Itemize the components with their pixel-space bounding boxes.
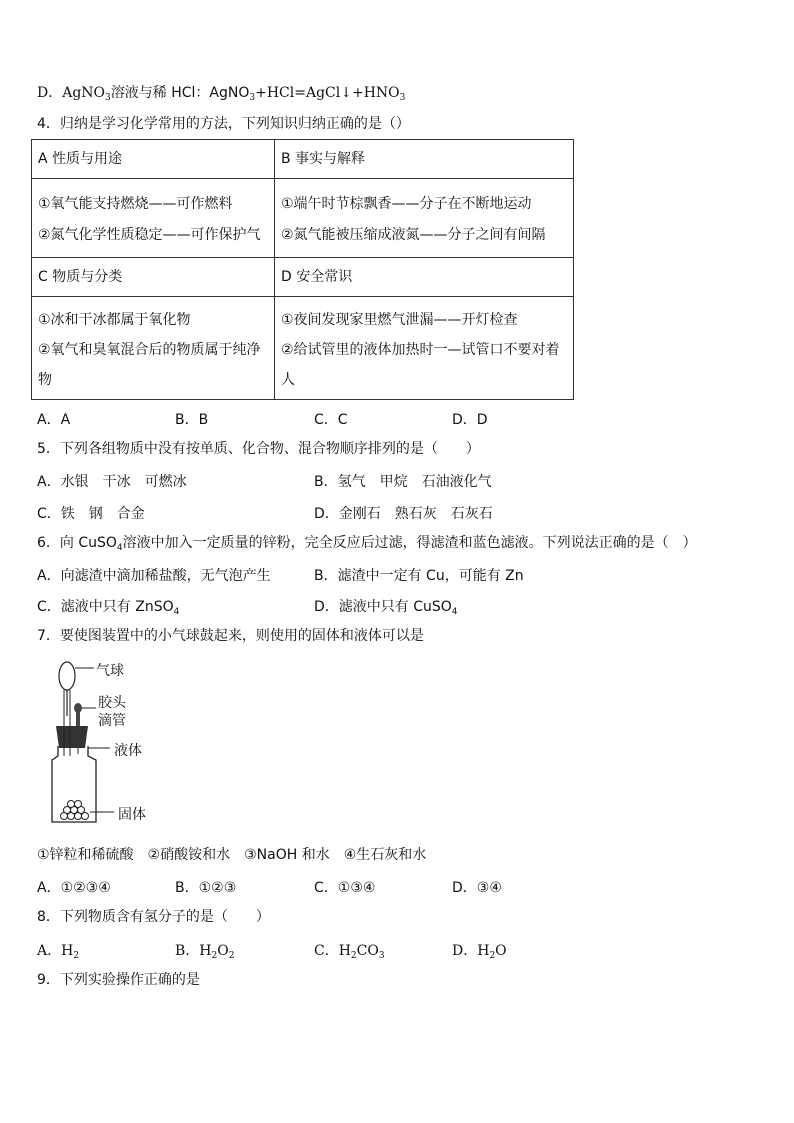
table-item: ②氮气化学性质稳定——可作保护气 <box>38 227 261 243</box>
table-cell-d-body <box>275 297 574 400</box>
label-dropper-2: 滴管 <box>98 713 126 729</box>
table-item: ②氧气和臭氧混合后的物质属于纯净 <box>38 342 261 358</box>
q6-stem-text: 6．向 CuSO <box>37 535 117 551</box>
balloon-apparatus-diagram <box>44 656 174 826</box>
subscript: 4 <box>451 607 458 617</box>
q8-option-b-text: B．H <box>175 943 212 959</box>
q3-option-d-text: D．AgNO <box>37 85 106 101</box>
balloon-shape <box>59 662 75 690</box>
label-liquid: 液体 <box>114 743 142 759</box>
table-item: 人 <box>281 372 295 388</box>
q3-option-d-text: +HCl=AgCl↓+HNO <box>255 85 400 101</box>
table-item: 物 <box>38 372 52 388</box>
q5-option-d[interactable]: D．金刚石 熟石灰 石灰石 <box>314 506 493 522</box>
table-item: ②给试管里的液体加热时一—试管口不要对着 <box>281 342 560 358</box>
subscript: 2 <box>350 951 357 961</box>
q6-option-c[interactable] <box>37 596 179 617</box>
subscript: 2 <box>489 951 496 961</box>
table-cell-c-head: C 物质与分类 <box>32 258 275 297</box>
subscript: 4 <box>116 543 123 553</box>
subscript: 2 <box>73 951 80 961</box>
table-item: ②氮气能被压缩成液氮——分子之间有间隔 <box>281 227 546 243</box>
q8-option-d-text: O <box>495 943 507 959</box>
subscript: 3 <box>378 951 385 961</box>
q7-stem: 7．要使图装置中的小气球鼓起来，则使用的固体和液体可以是 <box>37 628 424 644</box>
q8-option-a-text: A．H <box>37 943 74 959</box>
table-item: ①氧气能支持燃烧——可作燃料 <box>38 196 233 212</box>
table-cell-a-body <box>32 179 275 258</box>
q4-stem: 4．归纳是学习化学常用的方法，下列知识归纳正确的是（） <box>37 116 410 132</box>
label-solid: 固体 <box>118 807 146 823</box>
q8-option-c-text: CO <box>356 943 379 959</box>
q5-option-c[interactable]: C．铁 钢 合金 <box>37 506 145 522</box>
q6-stem-text: 溶液中加入一定质量的锌粉，完全反应后过滤，得滤渣和蓝色滤液。下列说法正确的是（ ） <box>122 535 697 551</box>
q4-option-d[interactable]: D．D <box>452 412 488 428</box>
q9-stem: 9．下列实验操作正确的是 <box>37 972 200 988</box>
subscript: 3 <box>399 93 406 103</box>
subscript: 4 <box>173 607 180 617</box>
subscript: 2 <box>228 951 235 961</box>
q4-option-c[interactable]: C．C <box>314 412 348 428</box>
q7-option-c[interactable]: C．①③④ <box>314 880 376 896</box>
table-cell-d-head: D 安全常识 <box>275 258 574 297</box>
q6-option-c-text: C．滤液中只有 ZnSO <box>37 599 174 615</box>
table-cell-b-head: B 事实与解释 <box>275 140 574 179</box>
q5-stem: 5．下列各组物质中没有按单质、化合物、混合物顺序排列的是（ ） <box>37 441 480 457</box>
q6-option-d[interactable] <box>314 596 458 617</box>
q7-option-b[interactable]: B．①②③ <box>175 880 237 896</box>
table-cell-a-head: A 性质与用途 <box>32 140 275 179</box>
q7-choices: ①锌粒和稀硫酸 ②硝酸铵和水 ③NaOH 和水 ④生石灰和水 <box>37 847 427 863</box>
subscript: 3 <box>249 93 256 103</box>
q6-option-d-text: D．滤液中只有 CuSO <box>314 599 452 615</box>
table-cell-c-body <box>32 297 275 400</box>
table-cell-b-body <box>275 179 574 258</box>
q3-option-d <box>37 84 405 107</box>
q8-option-a[interactable] <box>37 940 79 961</box>
q3-option-d-text: 溶液与稀 HCl：AgNO <box>110 85 250 101</box>
q4-option-a[interactable]: A．A <box>37 412 71 428</box>
q7-option-d[interactable]: D．③④ <box>452 880 502 896</box>
table-item: ①冰和干冰都属于氧化物 <box>38 312 191 328</box>
q7-option-a[interactable]: A．①②③④ <box>37 880 111 896</box>
q8-option-b-text: O <box>217 943 229 959</box>
table-item: ①端午时节棕飘香——分子在不断地运动 <box>281 196 532 212</box>
q4-knowledge-table <box>31 139 574 400</box>
label-balloon: 气球 <box>96 663 124 679</box>
q8-stem: 8．下列物质含有氢分子的是（ ） <box>37 909 270 925</box>
rubber-stopper <box>56 726 88 748</box>
apparatus-drawing <box>44 656 174 826</box>
q6-option-a[interactable]: A．向滤渣中滴加稀盐酸，无气泡产生 <box>37 568 271 584</box>
dropper-bulb <box>74 703 82 713</box>
q6-stem <box>37 534 697 557</box>
q8-option-d-text: D．H <box>452 943 490 959</box>
table-item: ①夜间发现家里燃气泄漏——开灯检查 <box>281 312 518 328</box>
q6-option-b[interactable]: B．滤渣中一定有 Cu，可能有 Zn <box>314 568 524 584</box>
q8-option-c-text: C．H <box>314 943 351 959</box>
dropper-stem <box>76 712 80 726</box>
q5-option-a[interactable]: A．水银 干冰 可燃冰 <box>37 474 187 490</box>
q8-option-b[interactable] <box>175 940 234 961</box>
q5-option-b[interactable]: B．氢气 甲烷 石油液化气 <box>314 474 492 490</box>
q8-option-c[interactable] <box>314 940 385 961</box>
q4-option-b[interactable]: B．B <box>175 412 209 428</box>
label-dropper-1: 胶头 <box>98 695 126 711</box>
solid-pellets <box>61 801 89 820</box>
subscript: 3 <box>105 93 111 103</box>
subscript: 2 <box>211 951 218 961</box>
q8-option-d[interactable] <box>452 940 507 961</box>
